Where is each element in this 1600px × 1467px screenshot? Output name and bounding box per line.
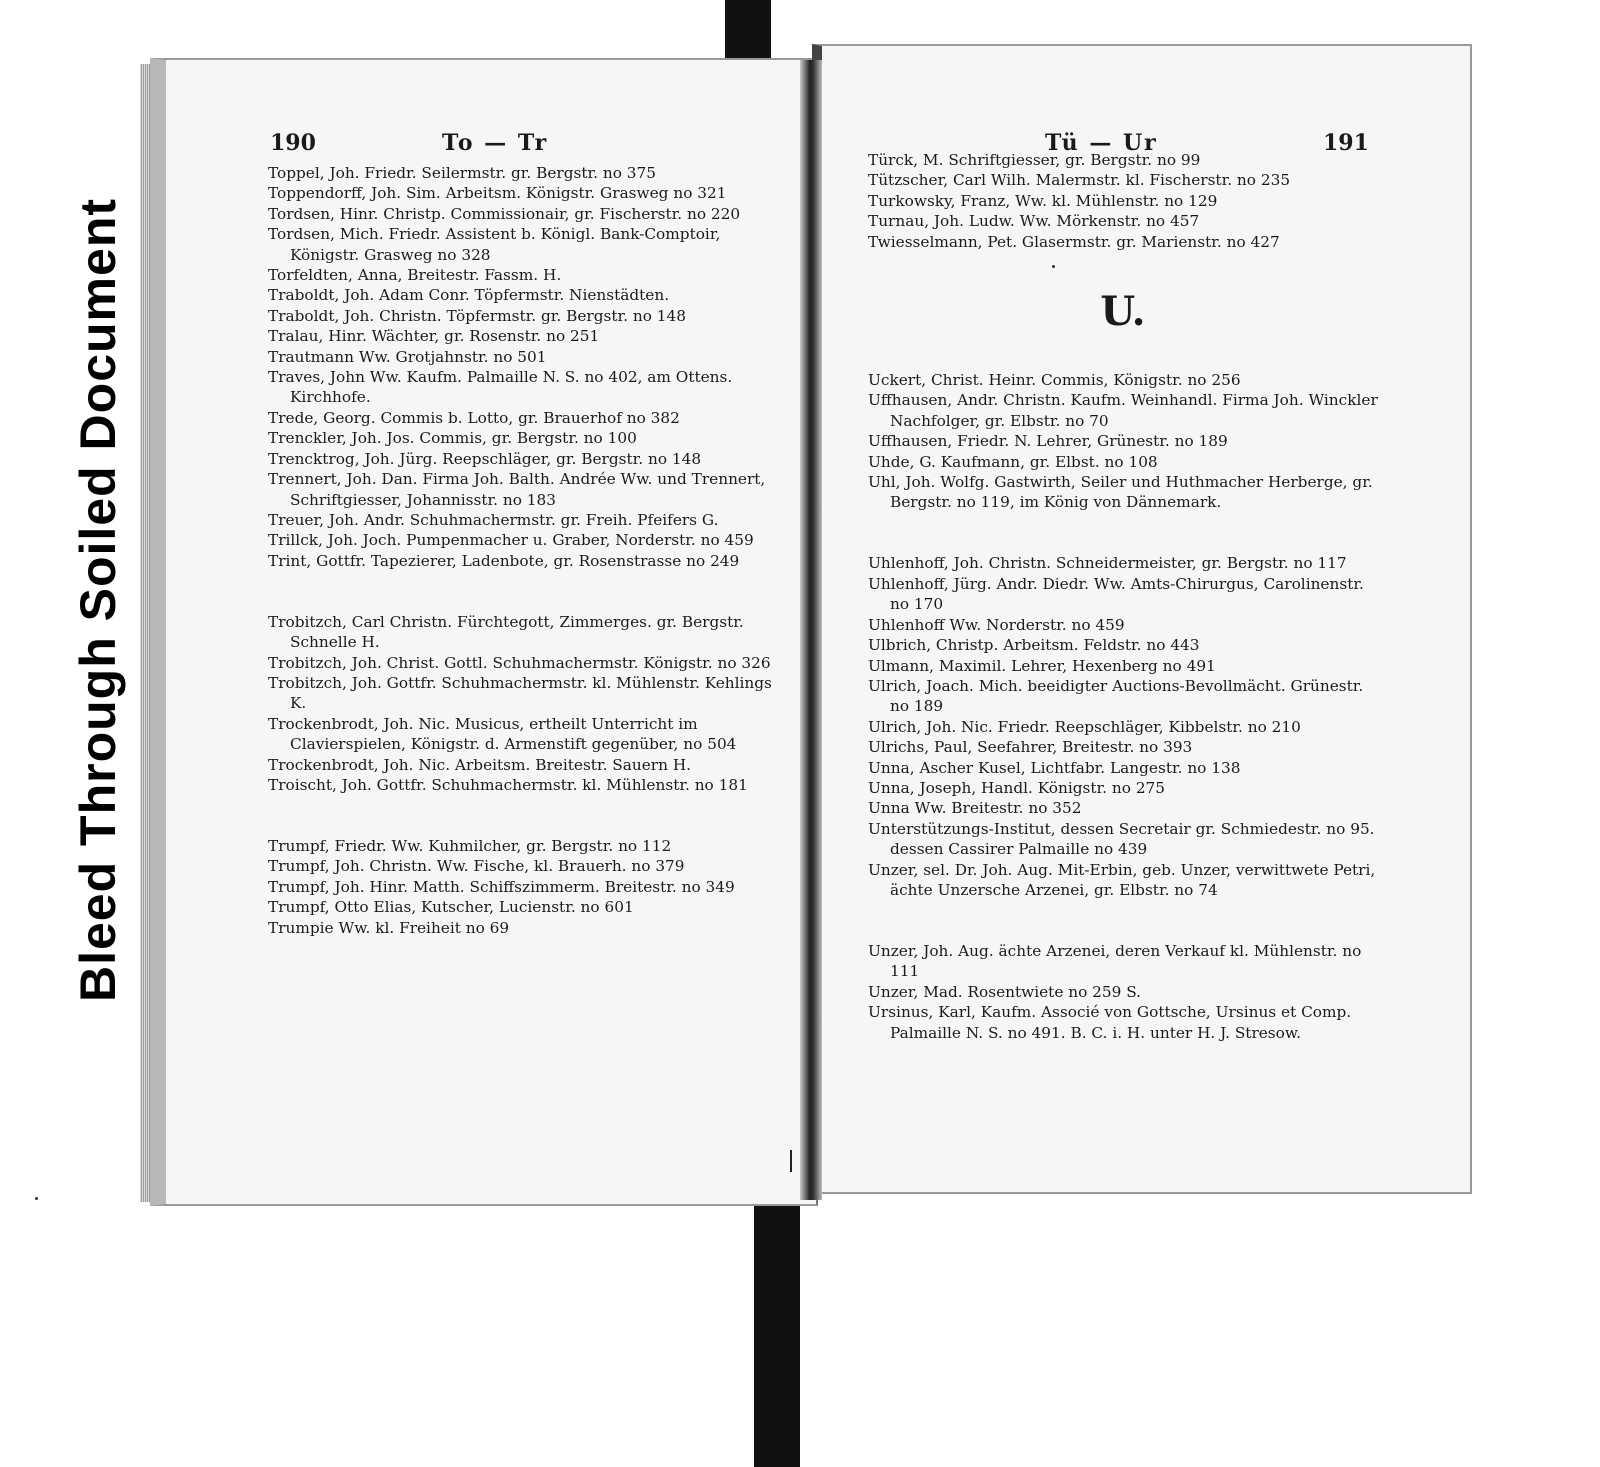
directory-entry: Uhlenhoff, Joh. Christn. Schneidermeister, gr. Bergstr. no 117: [868, 554, 1347, 573]
directory-entry: Unterstützungs-Institut, dessen Secretair gr. Schmiedestr. no 95. dessen Cassirer Palmaille no 439: [868, 819, 1375, 859]
directory-entry: Trint, Gottfr. Tapezierer, Ladenbote, gr. Rosenstrasse no 249: [268, 551, 740, 570]
letter-heading: U.: [1100, 288, 1146, 336]
directory-entry: Traves, John Ww. Kaufm. Palmaille N. S. no 402, am Ottens. Kirchhofe.: [268, 368, 733, 407]
directory-entry: Treuer, Joh. Andr. Schuhmachermstr. gr. Freih. Pfeifers G.: [268, 510, 719, 529]
directory-entry: Ursinus, Karl, Kaufm. Associé von Gottsche, Ursinus et Comp. Palmaille N. S. no 491. B. C. i. H. unter H. J. Stresow.: [868, 1003, 1352, 1042]
directory-entry: Tützscher, Carl Wilh. Malermstr. kl. Fischerstr. no 235: [868, 171, 1291, 190]
directory-entry: Unzer, sel. Dr. Joh. Aug. Mit-Erbin, geb. Unzer, verwittwete Petri, ächte Unzersche Arzenei, gr. Elbstr. no 74: [868, 860, 1376, 899]
right-entries-after: [868, 370, 1378, 1043]
directory-entry: Ulrich, Joach. Mich. beeidigter Auctions-Bevollmächt. Grünestr. no 189: [868, 676, 1364, 716]
right-page-number: 191: [1323, 130, 1369, 156]
directory-entry: Traboldt, Joh. Christn. Töpfermstr. gr. Bergstr. no 148: [268, 306, 686, 325]
directory-entry: Traboldt, Joh. Adam Conr. Töpfermstr. Nienstädten.: [268, 286, 670, 305]
directory-entry: Tordsen, Hinr. Christp. Commissionair, gr. Fischerstr. no 220: [268, 204, 741, 223]
directory-entry: Ulrich, Joh. Nic. Friedr. Reepschläger, Kibbelstr. no 210: [868, 717, 1301, 736]
directory-entry: Uhl, Joh. Wolfg. Gastwirth, Seiler und Huthmacher Herberge, gr. Bergstr. no 119, im König von Dännemark.: [868, 473, 1373, 512]
directory-entry: Trautmann Ww. Grotjahnstr. no 501: [268, 347, 547, 366]
directory-entry: Uffhausen, Andr. Christn. Kaufm. Weinhandl. Firma Joh. Winckler Nachfolger, gr. Elbstr. no 70: [868, 391, 1378, 430]
directory-entry: Turkowsky, Franz, Ww. kl. Mühlenstr. no 129: [868, 191, 1218, 210]
entry-separator: [268, 586, 778, 596]
directory-entry: Ulrichs, Paul, Seefahrer, Breitestr. no 393: [868, 738, 1193, 757]
directory-entry: Uffhausen, Friedr. N. Lehrer, Grünestr. no 189: [868, 432, 1228, 451]
right-running-head: Tü — Ur: [1045, 130, 1158, 156]
directory-entry: Unna Ww. Breitestr. no 352: [868, 799, 1082, 818]
directory-entry: Toppel, Joh. Friedr. Seilermstr. gr. Bergstr. no 375: [268, 164, 656, 182]
left-page-number: 190: [270, 130, 316, 156]
binding-strip-top: [725, 0, 771, 62]
entry-separator: [868, 916, 1378, 926]
directory-entry: Trobitzch, Joh. Gottfr. Schuhmachermstr. kl. Mühlenstr. Kehlings K.: [268, 673, 772, 713]
directory-entry: Trenckler, Joh. Jos. Commis, gr. Bergstr. no 100: [268, 429, 637, 448]
gutter-mark: [790, 1150, 792, 1172]
directory-entry: Trobitzch, Joh. Christ. Gottl. Schuhmachermstr. Königstr. no 326: [268, 653, 771, 672]
directory-entry: Ulbrich, Christp. Arbeitsm. Feldstr. no 443: [868, 636, 1200, 655]
directory-entry: Unna, Joseph, Handl. Königstr. no 275: [868, 778, 1166, 797]
directory-entry: Troischt, Joh. Gottfr. Schuhmachermstr. kl. Mühlenstr. no 181: [268, 775, 748, 794]
directory-entry: Uhlenhoff, Jürg. Andr. Diedr. Ww. Amts-Chirurgus, Carolinenstr. no 170: [868, 574, 1364, 614]
entry-separator: [868, 528, 1378, 538]
directory-entry: Trumpie Ww. kl. Freiheit no 69: [268, 918, 510, 937]
right-entries-before: [868, 150, 1378, 252]
directory-entry: Türck, M. Schriftgiesser, gr. Bergstr. no 99: [868, 151, 1201, 169]
directory-entry: Unzer, Mad. Rosentwiete no 259 S.: [868, 982, 1142, 1001]
book-gutter: [800, 60, 822, 1200]
directory-entry: Uhlenhoff Ww. Norderstr. no 459: [868, 615, 1125, 634]
directory-entry: Trencktrog, Joh. Jürg. Reepschläger, gr. Bergstr. no 148: [268, 449, 702, 468]
directory-entry: Tordsen, Mich. Friedr. Assistent b. Königl. Bank-Comptoir, Königstr. Grasweg no 328: [268, 225, 721, 264]
directory-entry: Unzer, Joh. Aug. ächte Arzenei, deren Verkauf kl. Mühlenstr. no 111: [868, 941, 1362, 981]
directory-entry: Uckert, Christ. Heinr. Commis, Königstr. no 256: [868, 371, 1241, 390]
directory-entry: Trumpf, Otto Elias, Kutscher, Lucienstr. no 601: [268, 898, 634, 917]
speck: [35, 1197, 38, 1200]
directory-entry: Torfeldten, Anna, Breitestr. Fassm. H.: [268, 266, 562, 285]
directory-entry: Trede, Georg. Commis b. Lotto, gr. Brauerhof no 382: [268, 408, 680, 427]
directory-entry: Tralau, Hinr. Wächter, gr. Rosenstr. no 251: [268, 327, 600, 346]
directory-entry: Ulmann, Maximil. Lehrer, Hexenberg no 491: [868, 656, 1216, 675]
directory-entry: Trockenbrodt, Joh. Nic. Arbeitsm. Breitestr. Sauern H.: [268, 755, 692, 774]
directory-entry: Trumpf, Joh. Christn. Ww. Fische, kl. Brauerh. no 379: [268, 857, 685, 876]
directory-entry: Turnau, Joh. Ludw. Ww. Mörkenstr. no 457: [868, 212, 1200, 231]
side-label-text: Bleed Through Soiled Document: [70, 197, 126, 1003]
right-column: [868, 150, 1378, 1043]
directory-entry: Unna, Ascher Kusel, Lichtfabr. Langestr. no 138: [868, 758, 1241, 777]
directory-entry: Trennert, Joh. Dan. Firma Joh. Balth. Andrée Ww. und Trennert, Schriftgiesser, Johannisstr. no 183: [268, 470, 766, 509]
directory-entry: Trobitzch, Carl Christn. Fürchtegott, Zimmerges. gr. Bergstr. Schnelle H.: [268, 612, 744, 652]
directory-entry: Twiesselmann, Pet. Glasermstr. gr. Marienstr. no 427: [868, 232, 1280, 251]
directory-entry: Trumpf, Joh. Hinr. Matth. Schiffszimmerm. Breitestr. no 349: [268, 877, 735, 896]
directory-entry: Uhde, G. Kaufmann, gr. Elbst. no 108: [868, 452, 1158, 471]
directory-entry: Trockenbrodt, Joh. Nic. Musicus, ertheilt Unterricht im Clavierspielen, Königstr. d. Armenstift gegenüber, no 504: [268, 714, 737, 754]
left-running-head: To — Tr: [442, 130, 549, 156]
left-column: [268, 163, 778, 938]
binding-strip-bottom: [754, 1195, 800, 1467]
directory-entry: Toppendorff, Joh. Sim. Arbeitsm. Königstr. Grasweg no 321: [268, 184, 727, 203]
entry-separator: [268, 811, 778, 821]
directory-entry: Trumpf, Friedr. Ww. Kuhmilcher, gr. Bergstr. no 112: [268, 836, 672, 855]
directory-entry: Trillck, Joh. Joch. Pumpenmacher u. Graber, Norderstr. no 459: [268, 531, 754, 550]
side-label: [58, 80, 138, 1120]
